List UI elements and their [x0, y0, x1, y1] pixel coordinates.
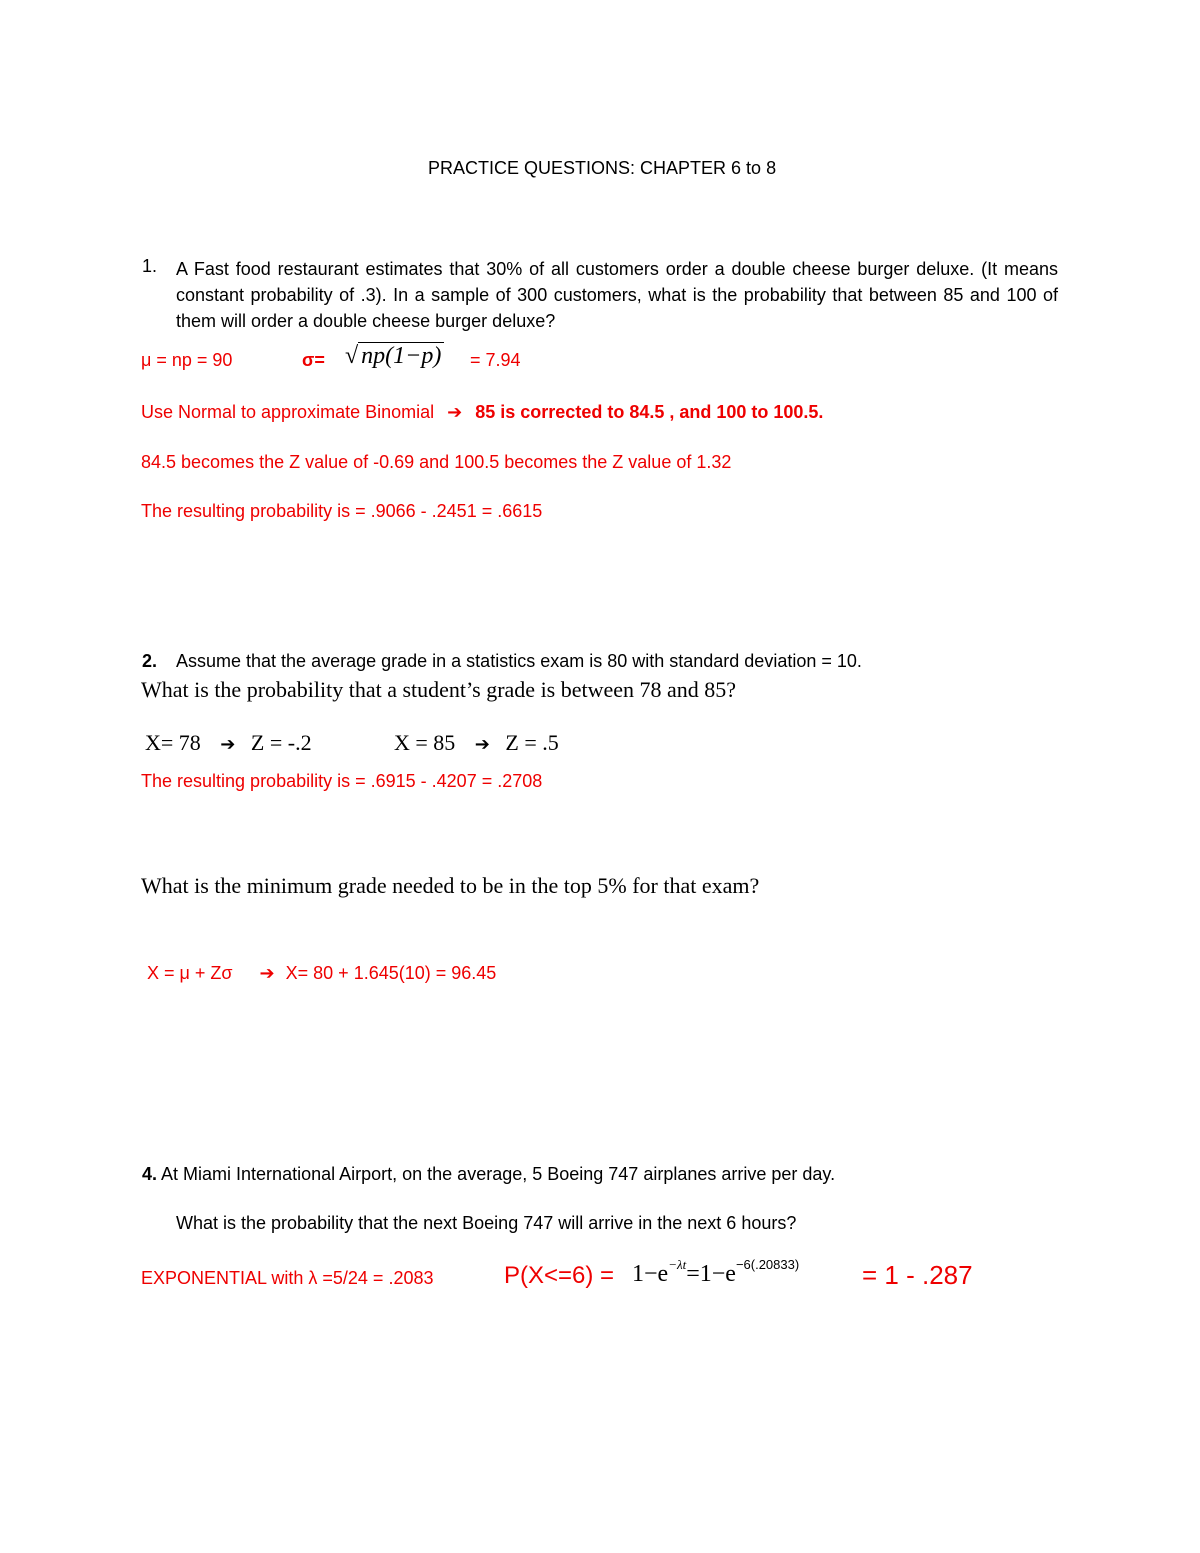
- sqrt-symbol: √: [345, 343, 359, 369]
- q2-result-a: The resulting probability is = .6915 - .4207 = .2708: [141, 771, 543, 791]
- right-arrow-icon: ➔: [220, 734, 236, 755]
- q4-question: What is the probability that the next Boeing 747 will arrive in the next 6 hours?: [176, 1213, 797, 1233]
- q1-line4: The resulting probability is = .9066 - .2451 = .6615: [141, 501, 543, 521]
- q2-x1: X= 78: [145, 730, 201, 755]
- q4-formula: [632, 1257, 800, 1288]
- q1-sigma-value: = 7.94: [470, 350, 521, 370]
- q2-question-a: What is the probability that a student’s grade is between 78 and 85?: [141, 677, 737, 702]
- q4-p-label: P(X<=6) =: [504, 1262, 615, 1289]
- q4-formula-b: =1−e: [686, 1261, 736, 1287]
- q4-formula-a-exp: −λt: [668, 1257, 687, 1272]
- q1-number: 1.: [142, 256, 158, 276]
- page-title: PRACTICE QUESTIONS: CHAPTER 6 to 8: [428, 158, 777, 178]
- q2-formula-right: X= 80 + 1.645(10) = 96.45: [285, 963, 497, 983]
- q2-formula: [147, 963, 496, 984]
- q4-formula-a: 1−e: [632, 1261, 669, 1287]
- q1-text: A Fast food restaurant estimates that 30% of all customers order a double cheese burger deluxe. (It means constant probability of .3). In a sample of 300 customers, what is the probability that between 85 and 100 of them will order a double cheese burger deluxe?: [176, 259, 1058, 331]
- q2-z-line: [145, 730, 312, 756]
- q2-z2: Z = .5: [505, 730, 559, 755]
- q4-result: = 1 - .287: [862, 1260, 973, 1290]
- q4-formula-b-exp: −6(.20833): [735, 1257, 800, 1272]
- right-arrow-icon: ➔: [447, 402, 463, 423]
- q2-question-b: What is the minimum grade needed to be in the top 5% for that exam?: [141, 873, 760, 898]
- q4-line: [142, 1164, 835, 1185]
- q2-text: Assume that the average grade in a statistics exam is 80 with standard deviation = 10.: [176, 651, 862, 671]
- q1-sigma-label: σ=: [302, 350, 325, 370]
- q4-number: 4.: [142, 1164, 158, 1184]
- q2-number: 2.: [142, 651, 158, 671]
- q1-line3: 84.5 becomes the Z value of -0.69 and 100.5 becomes the Z value of 1.32: [141, 452, 732, 472]
- right-arrow-icon: ➔: [259, 963, 275, 984]
- right-arrow-icon: ➔: [474, 734, 490, 755]
- q2-z1: Z = -.2: [250, 730, 312, 755]
- q1-line2-a: Use Normal to approximate Binomial: [141, 402, 435, 422]
- q2-x2: X = 85: [394, 730, 456, 755]
- q1-line2: [141, 402, 823, 423]
- q1-mu: μ = np = 90: [141, 350, 233, 370]
- q2-formula-left: X = μ + Zσ: [147, 963, 233, 983]
- q2-z-line-2: [394, 730, 559, 756]
- q4-text: At Miami International Airport, on the average, 5 Boeing 747 airplanes arrive per day.: [161, 1164, 836, 1184]
- q1-sigma-formula: [345, 342, 444, 370]
- q1-line2-b: 85 is corrected to 84.5 , and 100 to 100.5.: [475, 402, 824, 422]
- sqrt-body: np(1−p): [358, 342, 444, 369]
- q4-expo: EXPONENTIAL with λ =5/24 = .2083: [141, 1268, 434, 1288]
